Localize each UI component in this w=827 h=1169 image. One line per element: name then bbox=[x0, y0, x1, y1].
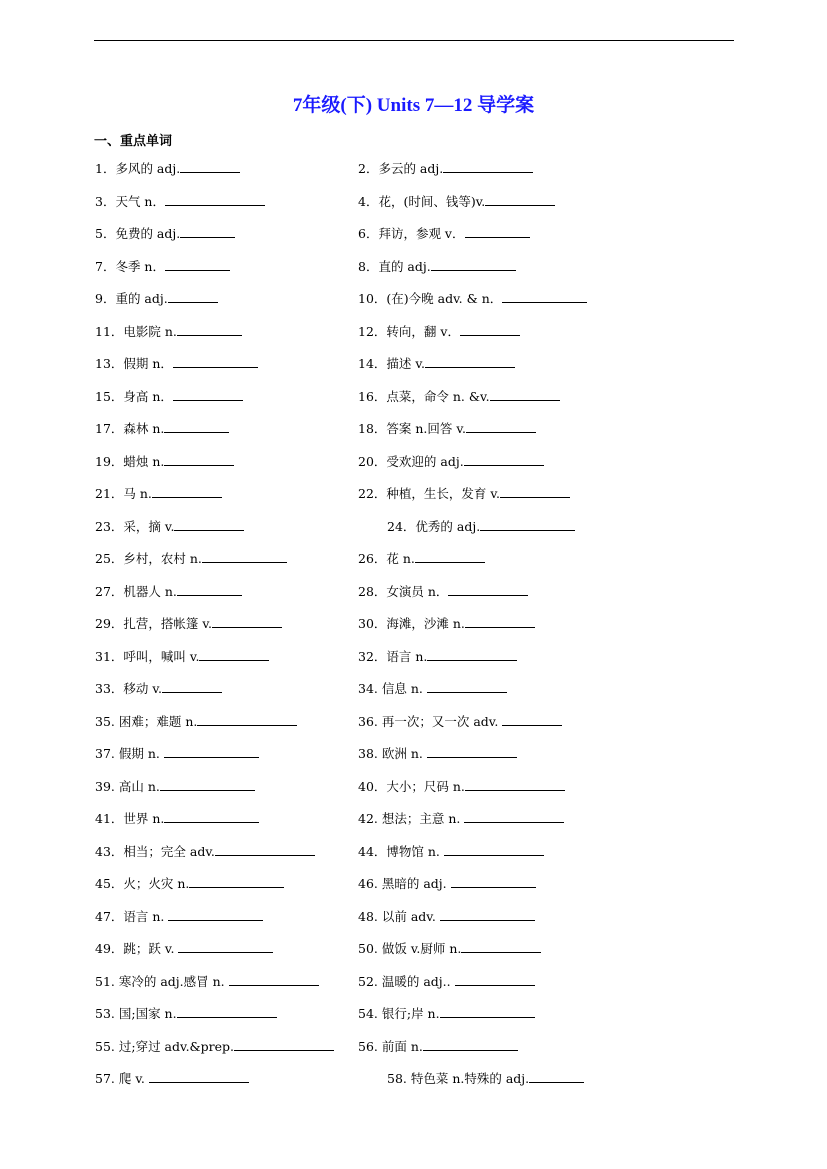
answer-blank[interactable] bbox=[502, 713, 562, 726]
vocab-item bbox=[95, 388, 243, 405]
vocab-prompt: 6．拜访，参观 v． bbox=[358, 226, 465, 241]
vocab-prompt: 55. 过;穿过 adv.&prep. bbox=[95, 1039, 235, 1054]
answer-blank[interactable] bbox=[500, 485, 570, 498]
vocab-item bbox=[95, 778, 255, 795]
vocab-prompt: 23．采，摘 v. bbox=[95, 519, 175, 534]
answer-blank[interactable] bbox=[202, 550, 287, 563]
vocab-item bbox=[358, 485, 570, 502]
vocab-prompt: 33．移动 v. bbox=[95, 681, 162, 696]
answer-blank[interactable] bbox=[174, 518, 244, 531]
answer-blank[interactable] bbox=[165, 193, 265, 206]
vocab-item bbox=[95, 550, 287, 567]
vocab-prompt: 30．海滩，沙滩 n. bbox=[358, 616, 465, 631]
vocab-item bbox=[95, 193, 265, 210]
vocab-item bbox=[95, 875, 284, 892]
vocab-prompt: 7．冬季 n． bbox=[95, 259, 165, 274]
vocab-prompt: 49．跳；跃 v. bbox=[95, 941, 179, 956]
vocab-item bbox=[358, 258, 516, 275]
vocab-item bbox=[95, 810, 259, 827]
answer-blank[interactable] bbox=[485, 193, 555, 206]
answer-blank[interactable] bbox=[173, 355, 258, 368]
vocab-item bbox=[95, 1005, 277, 1022]
answer-blank[interactable] bbox=[425, 355, 515, 368]
vocab-prompt: 10．(在)今晚 adv. & n． bbox=[358, 291, 503, 306]
page-title: 7年级(下) Units 7—12 导学案 bbox=[292, 95, 535, 116]
vocab-item bbox=[95, 258, 230, 275]
vocab-item bbox=[358, 583, 528, 600]
answer-blank[interactable] bbox=[164, 810, 259, 823]
vocab-prompt: 14．描述 v. bbox=[358, 356, 425, 371]
vocab-prompt: 31．呼叫，喊叫 v. bbox=[95, 649, 200, 664]
answer-blank[interactable] bbox=[440, 1005, 535, 1018]
answer-blank[interactable] bbox=[461, 940, 541, 953]
answer-blank[interactable] bbox=[180, 160, 240, 173]
vocab-prompt: 54. 银行;岸 n. bbox=[358, 1006, 440, 1021]
answer-blank[interactable] bbox=[464, 810, 564, 823]
answer-blank[interactable] bbox=[164, 453, 234, 466]
answer-blank[interactable] bbox=[465, 615, 535, 628]
vocab-item bbox=[358, 875, 536, 892]
vocab-prompt: 53. 国;国家 n. bbox=[95, 1006, 177, 1021]
answer-blank[interactable] bbox=[152, 485, 222, 498]
answer-blank[interactable] bbox=[427, 745, 517, 758]
vocab-item bbox=[95, 485, 222, 502]
vocab-prompt: 12．转向，翻 v． bbox=[358, 324, 460, 339]
vocab-prompt: 41．世界 n. bbox=[95, 811, 165, 826]
answer-blank[interactable] bbox=[502, 290, 587, 303]
vocab-item bbox=[358, 940, 541, 957]
answer-blank[interactable] bbox=[234, 1038, 334, 1051]
vocab-item bbox=[95, 1038, 334, 1055]
answer-blank[interactable] bbox=[465, 225, 530, 238]
answer-blank[interactable] bbox=[197, 713, 297, 726]
vocab-prompt: 13．假期 n． bbox=[95, 356, 173, 371]
answer-blank[interactable] bbox=[415, 550, 485, 563]
vocab-item bbox=[358, 1005, 535, 1022]
vocab-prompt: 56. 前面 n. bbox=[358, 1039, 423, 1054]
answer-blank[interactable] bbox=[165, 258, 230, 271]
answer-blank[interactable] bbox=[199, 648, 269, 661]
vocab-item bbox=[95, 940, 273, 957]
vocab-item bbox=[358, 225, 530, 242]
answer-blank[interactable] bbox=[168, 290, 218, 303]
vocab-prompt: 18．答案 n.回答 v. bbox=[358, 421, 466, 436]
vocab-item bbox=[95, 453, 234, 470]
vocab-prompt: 43．相当；完全 adv. bbox=[95, 844, 215, 859]
vocab-item bbox=[95, 323, 242, 340]
vocab-item bbox=[95, 680, 222, 697]
vocab-prompt: 27．机器人 n. bbox=[95, 584, 177, 599]
vocab-item bbox=[95, 420, 229, 437]
answer-blank[interactable] bbox=[427, 648, 517, 661]
answer-blank[interactable] bbox=[465, 778, 565, 791]
vocab-prompt: 16．点菜，命令 n. &v. bbox=[358, 389, 490, 404]
vocab-item bbox=[95, 973, 319, 990]
answer-blank[interactable] bbox=[164, 420, 229, 433]
answer-blank[interactable] bbox=[464, 453, 544, 466]
vocab-item bbox=[387, 518, 575, 535]
vocab-prompt: 29．扎营，搭帐篷 v. bbox=[95, 616, 212, 631]
vocab-prompt: 3．天气 n． bbox=[95, 194, 165, 209]
answer-blank[interactable] bbox=[178, 940, 273, 953]
header-rule bbox=[94, 40, 734, 41]
vocab-prompt: 34. 信息 n. bbox=[358, 681, 427, 696]
answer-blank[interactable] bbox=[451, 875, 536, 888]
vocab-item bbox=[358, 355, 515, 372]
vocab-prompt: 42. 想法；主意 n. bbox=[358, 811, 465, 826]
vocab-prompt: 32．语言 n. bbox=[358, 649, 428, 664]
answer-blank[interactable] bbox=[460, 323, 520, 336]
vocab-prompt: 22．种植，生长，发育 v. bbox=[358, 486, 500, 501]
vocab-item bbox=[387, 1070, 584, 1087]
vocab-item bbox=[358, 745, 517, 762]
answer-blank[interactable] bbox=[440, 908, 535, 921]
vocab-prompt: 17．森林 n. bbox=[95, 421, 165, 436]
vocab-prompt: 25．乡村，农村 n. bbox=[95, 551, 202, 566]
section-heading: 一、重点单词 bbox=[94, 134, 173, 149]
vocab-item bbox=[358, 810, 564, 827]
vocab-item bbox=[95, 225, 235, 242]
answer-blank[interactable] bbox=[215, 843, 315, 856]
vocab-item bbox=[358, 973, 535, 990]
vocab-prompt: 47．语言 n. bbox=[95, 909, 169, 924]
vocab-prompt: 44．博物馆 n. bbox=[358, 844, 444, 859]
answer-blank[interactable] bbox=[149, 1070, 249, 1083]
answer-blank[interactable] bbox=[480, 518, 575, 531]
vocab-prompt: 1．多风的 adj. bbox=[95, 161, 181, 176]
vocab-item bbox=[358, 290, 587, 307]
answer-blank[interactable] bbox=[173, 388, 243, 401]
vocab-item bbox=[358, 193, 555, 210]
vocab-prompt: 19．蜡烛 n. bbox=[95, 454, 165, 469]
vocab-prompt: 50. 做饭 v.厨师 n. bbox=[358, 941, 462, 956]
vocab-item bbox=[358, 648, 517, 665]
answer-blank[interactable] bbox=[448, 583, 528, 596]
vocab-prompt: 40．大小；尺码 n. bbox=[358, 779, 465, 794]
vocab-item bbox=[358, 388, 560, 405]
vocab-prompt: 36. 再一次；又一次 adv. bbox=[358, 714, 503, 729]
answer-blank[interactable] bbox=[160, 778, 255, 791]
vocab-item bbox=[95, 583, 242, 600]
vocab-item bbox=[358, 778, 565, 795]
vocab-item bbox=[95, 160, 240, 177]
vocab-item bbox=[95, 1070, 249, 1087]
answer-blank[interactable] bbox=[180, 225, 235, 238]
answer-blank[interactable] bbox=[229, 973, 319, 986]
vocab-prompt: 2．多云的 adj. bbox=[358, 161, 444, 176]
answer-blank[interactable] bbox=[466, 420, 536, 433]
vocab-prompt: 45．火；火灾 n. bbox=[95, 876, 190, 891]
vocab-prompt: 21．马 n. bbox=[95, 486, 152, 501]
vocab-prompt: 52. 温暖的 adj.. bbox=[358, 974, 455, 989]
vocab-item bbox=[95, 518, 244, 535]
vocab-prompt: 24．优秀的 adj. bbox=[387, 519, 481, 534]
vocab-prompt: 38. 欧洲 n. bbox=[358, 746, 427, 761]
vocab-item bbox=[358, 908, 535, 925]
vocab-prompt: 9．重的 adj. bbox=[95, 291, 168, 306]
vocab-item bbox=[358, 453, 544, 470]
vocab-item bbox=[95, 290, 218, 307]
vocab-item bbox=[358, 843, 544, 860]
vocab-item bbox=[358, 323, 520, 340]
vocab-prompt: 8．直的 adj. bbox=[358, 259, 431, 274]
answer-blank[interactable] bbox=[189, 875, 284, 888]
vocab-item bbox=[358, 550, 485, 567]
vocab-prompt: 48. 以前 adv. bbox=[358, 909, 440, 924]
vocab-prompt: 58. 特色菜 n.特殊的 adj. bbox=[387, 1071, 530, 1086]
vocab-prompt: 5．免费的 adj. bbox=[95, 226, 181, 241]
vocab-item bbox=[358, 420, 536, 437]
vocab-item bbox=[95, 843, 315, 860]
vocab-prompt: 28．女演员 n． bbox=[358, 584, 449, 599]
vocab-item bbox=[95, 615, 282, 632]
vocab-item bbox=[95, 745, 259, 762]
answer-blank[interactable] bbox=[164, 745, 259, 758]
vocab-prompt: 15．身高 n． bbox=[95, 389, 173, 404]
vocab-item bbox=[358, 713, 562, 730]
answer-blank[interactable] bbox=[427, 680, 507, 693]
answer-blank[interactable] bbox=[177, 583, 242, 596]
answer-blank[interactable] bbox=[423, 1038, 518, 1051]
vocab-prompt: 57. 爬 v. bbox=[95, 1071, 149, 1086]
vocab-item bbox=[358, 615, 535, 632]
vocab-item bbox=[358, 680, 507, 697]
vocab-prompt: 51. 寒冷的 adj.感冒 n. bbox=[95, 974, 229, 989]
vocab-item bbox=[95, 908, 263, 925]
answer-blank[interactable] bbox=[455, 973, 535, 986]
vocab-prompt: 35. 困难；难题 n. bbox=[95, 714, 198, 729]
vocab-item bbox=[95, 648, 269, 665]
vocab-item bbox=[95, 713, 297, 730]
vocab-prompt: 46. 黑暗的 adj. bbox=[358, 876, 451, 891]
vocab-prompt: 37. 假期 n. bbox=[95, 746, 164, 761]
vocab-prompt: 20．受欢迎的 adj. bbox=[358, 454, 464, 469]
vocab-prompt: 4．花，(时间、钱等)v. bbox=[358, 194, 486, 209]
vocab-prompt: 11．电影院 n. bbox=[95, 324, 177, 339]
answer-blank[interactable] bbox=[177, 323, 242, 336]
answer-blank[interactable] bbox=[529, 1070, 584, 1083]
vocab-prompt: 39. 高山 n. bbox=[95, 779, 160, 794]
answer-blank[interactable] bbox=[431, 258, 516, 271]
answer-blank[interactable] bbox=[444, 843, 544, 856]
vocab-item bbox=[358, 160, 533, 177]
vocab-prompt: 26．花 n. bbox=[358, 551, 415, 566]
answer-blank[interactable] bbox=[168, 908, 263, 921]
vocab-item bbox=[95, 355, 258, 372]
answer-blank[interactable] bbox=[162, 680, 222, 693]
answer-blank[interactable] bbox=[490, 388, 560, 401]
answer-blank[interactable] bbox=[212, 615, 282, 628]
vocab-item bbox=[358, 1038, 518, 1055]
answer-blank[interactable] bbox=[177, 1005, 277, 1018]
answer-blank[interactable] bbox=[443, 160, 533, 173]
